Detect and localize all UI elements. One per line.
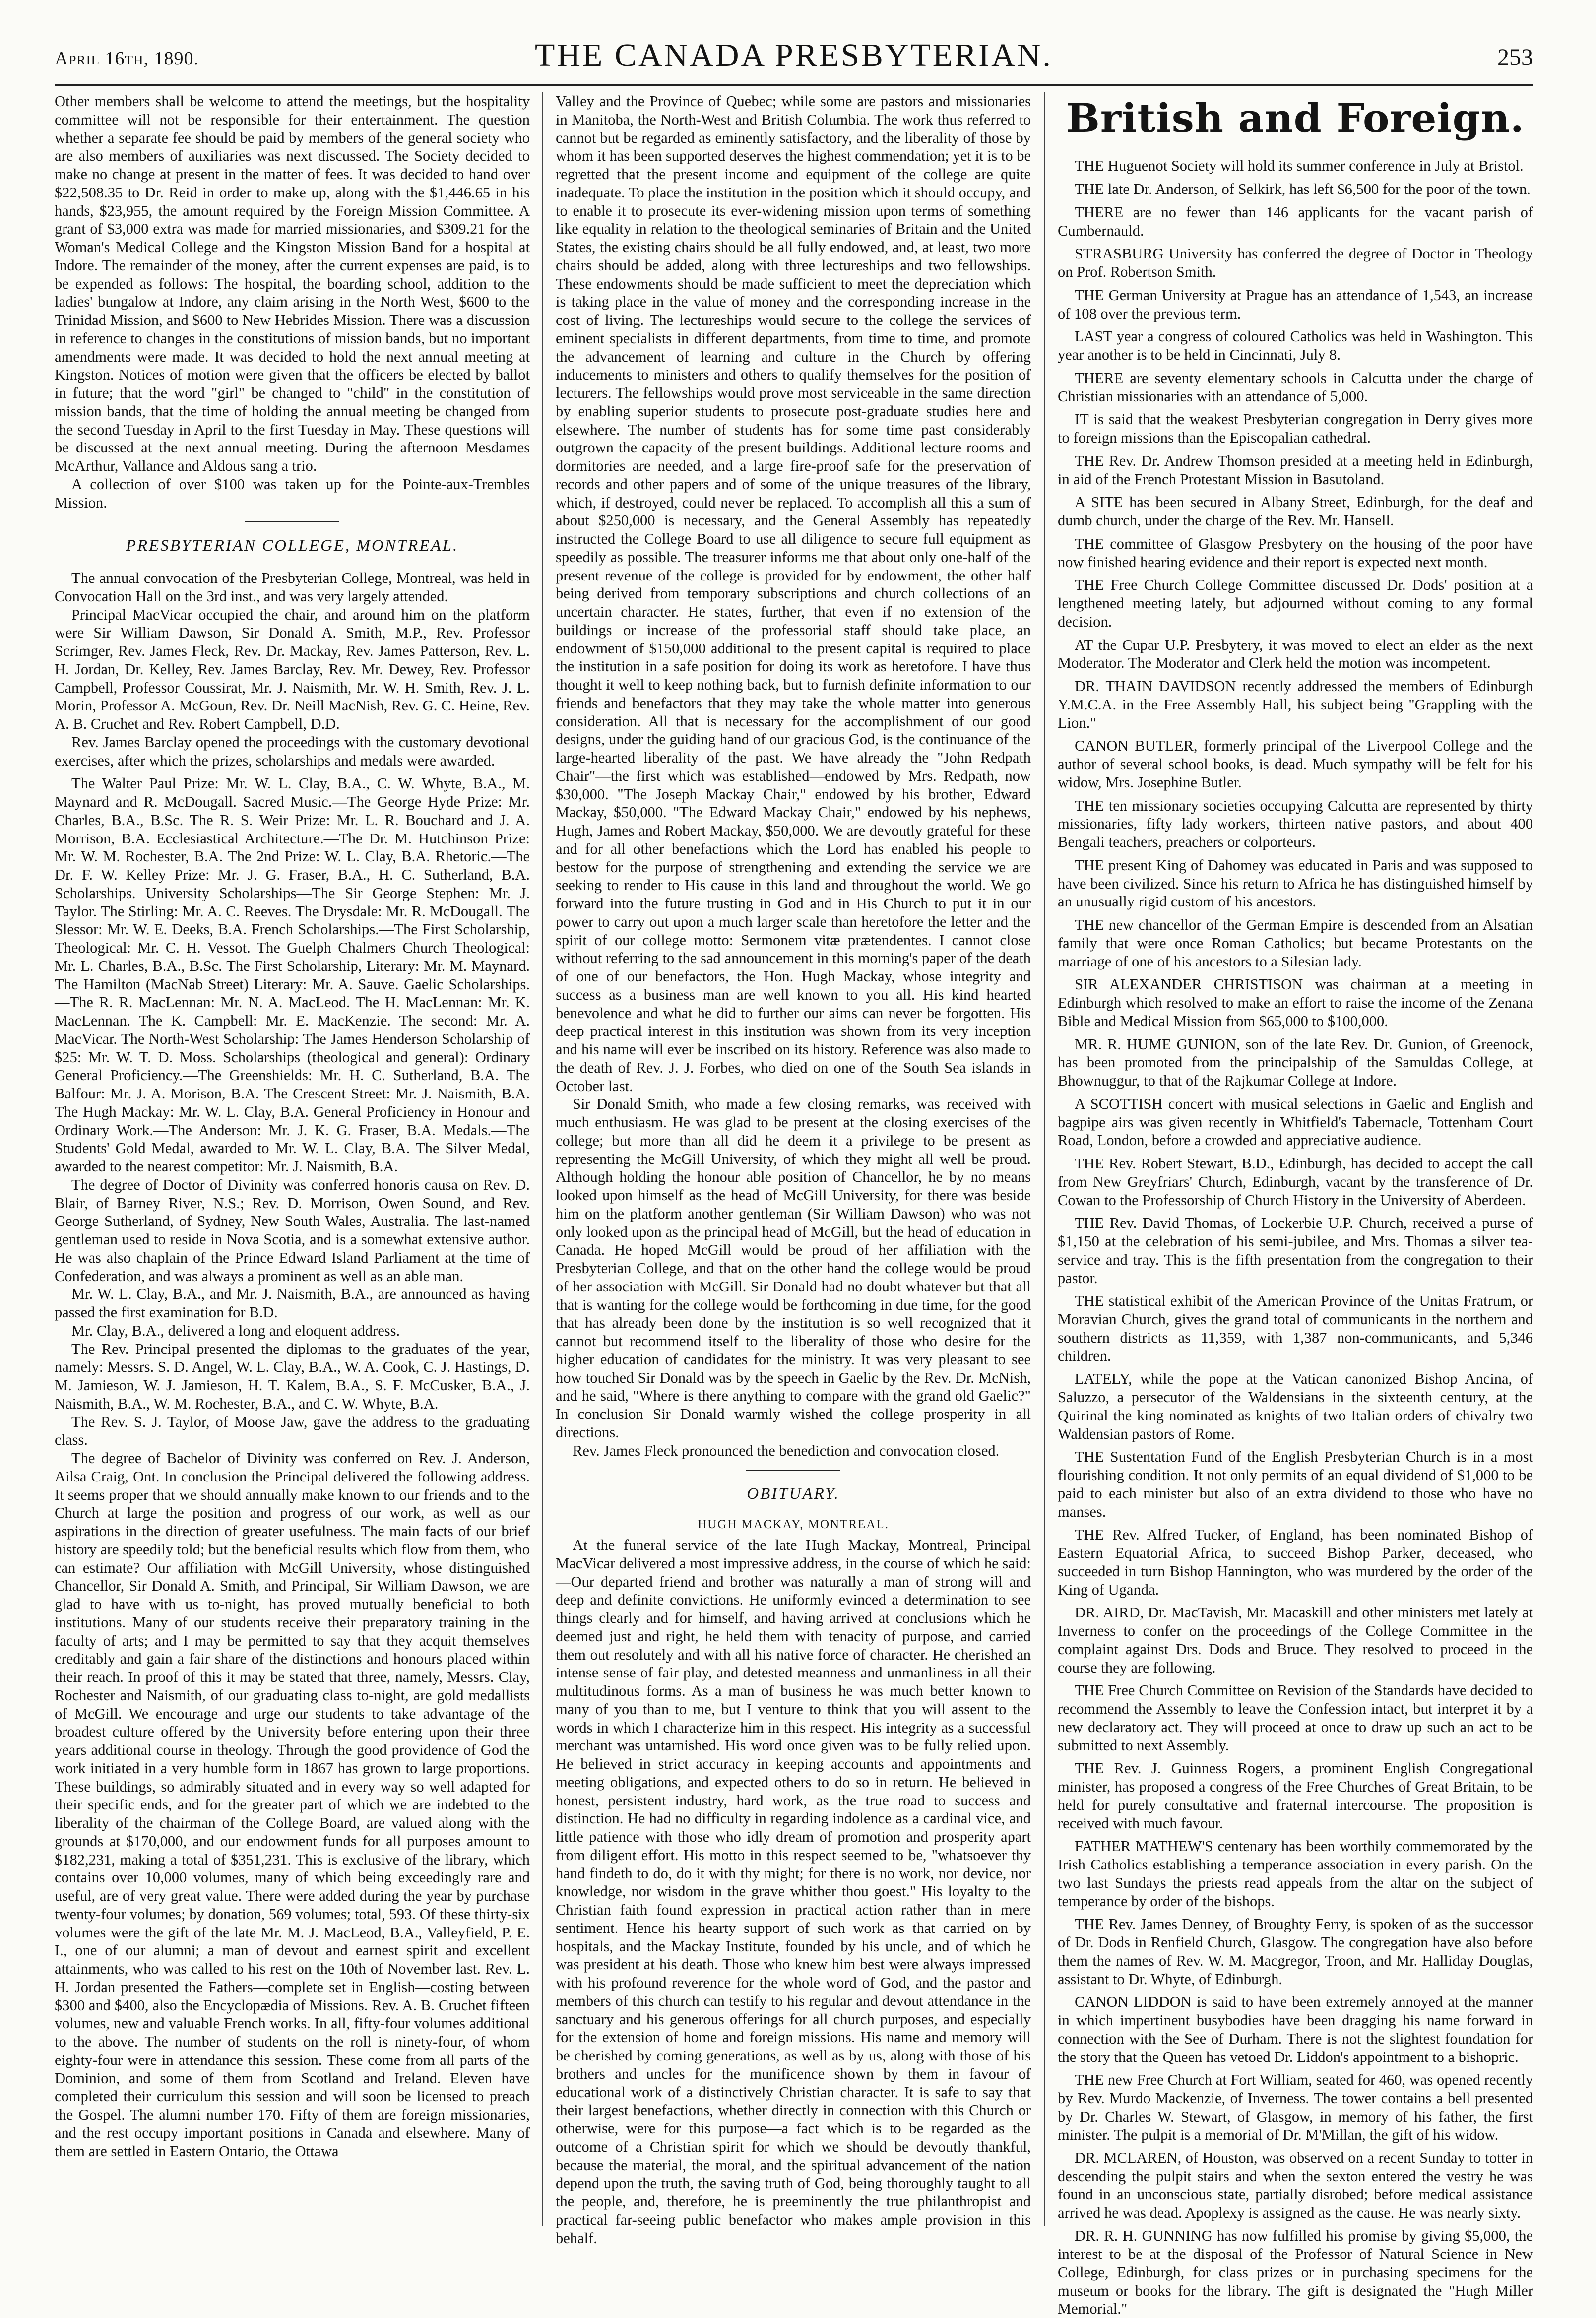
- news-item: SIR ALEXANDER CHRISTISON was chairman at a meeting in Edinburgh which resolved to make an effort to raise the income of the Zenana Bible and Medical Mission from $65,000 to $100,000.: [1058, 976, 1533, 1030]
- news-item: THE Free Church College Committee discussed Dr. Dods' position at a lengthened meeting lately, but adjourned without coming to any formal decision.: [1058, 577, 1533, 630]
- section-heading: OBITUARY.: [747, 1485, 840, 1503]
- header-rule: [55, 84, 1533, 86]
- paragraph: The Rev. S. J. Taylor, of Moose Jaw, gave the address to the graduating class.: [55, 1413, 530, 1449]
- column-divider: [1044, 92, 1045, 2226]
- issue-date: April 16th, 1890.: [55, 48, 199, 69]
- paragraph: Valley and the Province of Quebec; while some are pastors and missionaries in Manitoba, the North-West and British Columbia. The work thus referred to cannot but be regarded as eminently satisfactory, and the liberality of those by whom it has been supported deserves the highest commendation; yet it is to be regretted that the present income and equipment of the college are quite inadequate. To place the institution in the position which it should occupy, and to enable it to prosecute its ever-widening mission upon terms of something like equality in relation to the theological seminaries of Britain and the United States, the existing chairs should be all fully endowed, and, at least, two more chairs should be added, along with three lectureships and two fellowships. These endowments should be made sufficient to meet the depreciation which is taking place in the value of money and the corresponding increase in the cost of living. The lectureships would secure to the college the services of eminent specialists in different departments, from time to time, and promote the advancement of learning and culture in the Church by offering inducements to ministers and others to qualify themselves for the position of lecturers. The fellowships would prove most serviceable in the same direction by enabling superior students to prosecute post-graduate studies here and elsewhere. The number of students has for some time past considerably outgrown the capacity of the present buildings. Additional lecture rooms and dormitories are needed, and a large fire-proof safe for the preservation of records and other papers and of some of the unique treasures of the library, which, if destroyed, could never be replaced. To accomplish all this a sum of about $250,000 is necessary, and the General Assembly has repeatedly instructed the College Board to use all diligence to secure full equipment as speedily as possible. The treasurer informs me that about only one-half of the present revenue of the college is provided for by endowment, the other half being derived from temporary subscriptions and church collections of an uncertain character. He states, further, that even if no extension of the buildings or increase of the professorial staff should take place, an endowment of $150,000 additional to the present capital is required to place the institution in a safe position for doing its work as heretofore. I have thus thought it well to keep nothing back, but to furnish definite information to our friends and benefactors that they may take the whole matter into generous consideration. All that is necessary for the accomplishment of our good designs, under the guiding hand of our gracious God, is the continuance of the large-hearted liberality of the past. We have already the "John Redpath Chair"—the first which was established—endowed by Mrs. Redpath, now $30,000. "The Joseph Mackay Chair," endowed by his brother, Edward Mackay, $50,000. "The Edward Mackay Chair," endowed by his nephews, Hugh, James and Robert Mackay, $50,000. We are devoutly grateful for these and for all other benefactions which the Lord has enabled his people to bestow for the purpose of strengthening and extending the service we are seeking to render to His cause in this land and throughout the world. We go forward into the future trusting in God and in His Church to put it in our power to carry out upon a much larger scale than heretofore the letter and the spirit of our college motto: Sermonem vitæ prætendentes. I cannot close without referring to the sad announcement in this morning's paper of the death of one of our benefactors, the Hon. Hugh Mackay, whose integrity and success as a business man are well known to you all. His kind hearted benevolence and what he did to further our aims can never be forgotten. His deep practical interest in this institution was shown from its very inception and his name will ever be inscribed on its history. Reference was also made to the death of Rev. J. J. Forbes, who died on one of the South Sea islands in October last.: [556, 93, 1031, 1095]
- paragraph: Other members shall be welcome to attend the meetings, but the hospitality committee will not be responsible for their entertainment. The question whether a separate fee should be paid by members of the general society who are also members of auxiliaries was next discussed. The Society decided to make no change at present in the matter of fees. It was decided to hand over $22,508.35 to Dr. Reid in order to make up, along with the $1,446.65 in his hands, $23,955, the amount required by the Foreign Mission Committee. A grant of $3,000 extra was made for married missionaries, and $309.21 for the Woman's Medical College and the Kingston Mission Band for a hospital at Indore. The remainder of the money, after the current expenses are paid, is to be expended as follows: The hospital, the boarding school, addition to the ladies' bungalow at Indore, any claim arising in the North West, $600 to the Trinidad Mission, and $600 to New Hebrides Mission. There was a discussion in reference to changes in the constitutions of mission bands, but no important amendments were made. It was decided to hold the next annual meeting at Kingston. Notices of motion were given that the officers be elected by ballot in future; that the word "girl" be changed to "child" in the constitution of mission bands, that the time of holding the annual meeting be changed from the second Tuesday in April to the first Tuesday in May. These questions will be discussed at the next annual meeting. During the afternoon Mesdames McArthur, Vallance and Aldous sang a trio.: [55, 93, 530, 474]
- page-number: 253: [1497, 44, 1533, 70]
- news-item: THE Huguenot Society will hold its summer conference in July at Bristol.: [1075, 157, 1524, 175]
- section-heading: PRESBYTERIAN COLLEGE, MONTREAL.: [126, 537, 459, 555]
- column-divider: [542, 92, 543, 2226]
- news-item: THE Rev. J. Guinness Rogers, a prominent English Congregational minister, has proposed a congress of the Free Churches of Great Britain, to be held for purely consultative and fraternal intercourse. The proposition is received with much favour.: [1058, 1760, 1533, 1832]
- section-title-british-foreign: British and Foreign.: [1066, 95, 1525, 141]
- news-item: THE new chancellor of the German Empire is descended from an Alsatian family that were once Roman Catholics; but became Protestants on the marriage of one of his ancestors to a Silesian lady.: [1058, 916, 1533, 970]
- news-item: LAST year a congress of coloured Catholics was held in Washington. This year another is to be held in Cincinnati, July 8.: [1058, 328, 1533, 364]
- news-item: LATELY, while the pope at the Vatican canonized Bishop Ancina, of Saluzzo, a persecutor of the Waldensians in the sixteenth century, at the Quirinal the king nominated as knights of two Italian orders of chivalry two Waldensian pastors of Rome.: [1058, 1370, 1533, 1442]
- news-item: THE Rev. David Thomas, of Lockerbie U.P. Church, received a purse of $1,150 at the celebration of his semi-jubilee, and Mrs. Thomas a silver tea-service and tray. This is the fifth presentation from the congregation to their pastor.: [1058, 1215, 1533, 1287]
- news-item: THE Rev. Alfred Tucker, of England, has been nominated Bishop of Eastern Equatorial Africa, to succeed Bishop Parker, deceased, who succeeded in turn Bishop Hannington, who was murdered by the order of the King of Uganda.: [1058, 1526, 1533, 1598]
- news-item: AT the Cupar U.P. Presbytery, it was moved to elect an elder as the next Moderator. The Moderator and Clerk held the motion was incompetent.: [1058, 636, 1533, 672]
- paragraph: The annual convocation of the Presbyterian College, Montreal, was held in Convocation Hall on the 3rd inst., and was very largely attended.: [55, 570, 530, 605]
- paragraph: Sir Donald Smith, who made a few closing remarks, was received with much enthusiasm. He was glad to be present at the closing exercises of the college; but more than all did he deem it a privilege to be present as representing the McGill University, of which they might all well be proud. Although holding the honour able position of Chancellor, he by no means looked upon himself as the head of McGill University, for there was beside him on the platform another gentleman (Sir William Dawson) who was not only looked upon as the principal head of McGill, but the head of education in Canada. He hoped McGill would be proud of her affiliation with the Presbyterian College, and that on the other hand the college would be proud of her association with McGill. Sir Donald had no doubt whatever but that all that is wanting for the college would be forthcoming in due time, for the good that has already been done by the institution is so well recognized that it cannot but recommend itself to the liberality of those who desire for the higher education of candidates for the ministry. It was very pleasant to see how touched Sir Donald was by the speech in Gaelic by the Rev. Dr. McNish, and he said, "Where is there anything to compare with the grand old Gaelic?" In conclusion Sir Donald warmly wished the college prosperity in all directions.: [556, 1095, 1031, 1441]
- paragraph: Mr. Clay, B.A., delivered a long and eloquent address.: [71, 1322, 400, 1339]
- news-item: THE statistical exhibit of the American Province of the Unitas Fratrum, or Moravian Church, gives the grand total of communicants in the northern and southern districts as 11,359, with 1,387 non-communicants, and 5,346 children.: [1058, 1292, 1533, 1364]
- column-1: [55, 92, 530, 2226]
- news-item: THE ten missionary societies occupying Calcutta are represented by thirty missionaries, fifty lady workers, thirteen native pastors, and about 400 Bengali teachers, preachers or colporteurs.: [1058, 797, 1533, 851]
- paragraph: The Walter Paul Prize: Mr. W. L. Clay, B.A., C. W. Whyte, B.A., M. Maynard and R. McDougall. Sacred Music.—The George Hyde Prize: Mr. Charles, B.A., B.Sc. The R. S. Weir Prize: Mr. L. R. Bouchard and J. A. Morrison, B.A. Ecclesiastical Architecture.—The Dr. M. Hutchinson Prize: Mr. W. M. Rochester, B.A. The 2nd Prize: W. L. Clay, B.A. Rhetoric.—The Dr. F. W. Kelley Prize: Mr. J. G. Fraser, B.A., H. C. Sutherland, B.A. Scholarships. University Scholarships—The Sir George Stephen: Mr. J. Taylor. The Stirling: Mr. A. C. Reeves. The Drysdale: Mr. R. McDougall. The Slessor: Mr. W. E. Deeks, B.A. French Scholarships.—The First Scholarship, Theological: Mr. C. H. Vessot. The Guelph Chalmers Church Theological: Mr. L. Charles, B.A., B.Sc. The First Scholarship, Literary: Mr. M. Maynard. The Hamilton (MacNab Street) Literary: Mr. A. Sauve. Gaelic Scholarships.—The R. R. MacLennan: Mr. N. A. MacLeod. The H. MacLennan: Mr. K. MacLennan. The K. Campbell: Mr. E. MacKenzie. The second: Mr. A. MacVicar. The North-West Scholarship: The James Henderson Scholarship of $25: Mr. W. T. D. Moss. Scholarships (theological and general): Ordinary General Proficiency.—The Greenshields: Mr. H. C. Sutherland, B.A. The Balfour: Mr. J. A. Morison, B.A. The Crescent Street: Mr. J. Naismith, B.A. The Hugh Mackay: Mr. W. L. Clay, B.A. General Proficiency in Honour and Ordinary Work.—The Anderson: Mr. J. K. G. Fraser, B.A. Medals.—The Students' Gold Medal, awarded to Mr. W. L. Clay, B.A. The Silver Medal, awarded to the nearest competitor: Mr. J. Naismith, B.A.: [55, 775, 530, 1175]
- news-item: THE Rev. Dr. Andrew Thomson presided at a meeting held in Edinburgh, in aid of the French Protestant Mission in Basutoland.: [1058, 452, 1533, 488]
- section-divider: [746, 1470, 840, 1471]
- news-item: STRASBURG University has conferred the degree of Doctor in Theology on Prof. Robertson Smith.: [1058, 245, 1533, 281]
- paragraph: Rev. James Fleck pronounced the benediction and convocation closed.: [573, 1442, 1000, 1459]
- news-item: DR. THAIN DAVIDSON recently addressed the members of Edinburgh Y.M.C.A. in the Free Assembly Hall, his subject being "Grappling with the Lion.": [1058, 678, 1533, 731]
- news-item: THE late Dr. Anderson, of Selkirk, has left $6,500 for the poor of the town.: [1075, 181, 1531, 198]
- paragraph: Mr. W. L. Clay, B.A., and Mr. J. Naismith, B.A., are announced as having passed the first examination for B.D.: [55, 1286, 530, 1321]
- paragraph: The Rev. Principal presented the diplomas to the graduates of the year, namely: Messrs. S. D. Angel, W. L. Clay, B.A., W. A. Cook, C. J. Hastings, D. M. Jamieson, W. J. Jamieson, H. T. Kalem, B.A., S. F. McCusker, B.A., J. Naismith, B.A., W. M. Rochester, B.A., and C. W. Whyte, B.A.: [55, 1340, 530, 1412]
- column-2: [556, 92, 1031, 2247]
- news-item: CANON BUTLER, formerly principal of the Liverpool College and the author of several school books, is dead. Much sympathy will be felt for his widow, Mrs. Josephine Butler.: [1058, 737, 1533, 791]
- news-item: DR. AIRD, Dr. MacTavish, Mr. Macaskill and other ministers met lately at Inverness to confer on the proceedings of the College Committee in the complaint against Drs. Dods and Bruce. They resolved to proceed in the course they are following.: [1058, 1604, 1533, 1676]
- masthead-title: THE CANADA PRESBYTERIAN.: [535, 37, 1053, 73]
- news-item: THE new Free Church at Fort William, seated for 460, was opened recently by Rev. Murdo Mackenzie, of Inverness. The tower contains a bell presented by Dr. Charles W. Stewart, of Glasgow, in memory of his father, the first minister. The pulpit is a memorial of Dr. M'Millan, the gift of his widow.: [1058, 2071, 1533, 2143]
- news-item: CANON LIDDON is said to have been extremely annoyed at the manner in which impertinent busybodies have been dragging his name forward in connection with the See of Durham. There is not the slightest foundation for the story that the Queen has vetoed Dr. Liddon's appointment to a bishopric.: [1058, 1994, 1533, 2065]
- paragraph: Rev. James Barclay opened the proceedings with the customary devotional exercises, after which the prizes, scholarships and medals were awarded.: [55, 733, 530, 769]
- news-item: THERE are seventy elementary schools in Calcutta under the charge of Christian missionaries with an attendance of 5,000.: [1058, 369, 1533, 405]
- obituary-subheading: HUGH MACKAY, MONTREAL.: [698, 1518, 889, 1531]
- news-item: THE Free Church Committee on Revision of the Standards have decided to recommend the Assembly to leave the Confession intact, but interpret it by a new declaratory act. They will proceed at once to draw up such an act to be submitted to next Assembly.: [1058, 1682, 1533, 1754]
- paragraph: A collection of over $100 was taken up for the Pointe-aux-Trembles Mission.: [55, 475, 530, 511]
- news-item: A SITE has been secured in Albany Street, Edinburgh, for the deaf and dumb church, under the charge of the Rev. Mr. Hansell.: [1058, 494, 1533, 529]
- news-items: [1058, 157, 1533, 2318]
- section-divider: [245, 521, 339, 522]
- column-3: [1058, 92, 1533, 2318]
- news-item: IT is said that the weakest Presbyterian congregation in Derry gives more to foreign missions than the Episcopalian cathedral.: [1058, 411, 1533, 447]
- news-item: DR. R. H. GUNNING has now fulfilled his promise by giving $5,000, the interest to be at the disposal of the Professor of Natural Science in New College, Edinburgh, for class prizes or in purchasing specimens for the museum or books for the library. The gift is designated the "Hugh Miller Memorial.": [1058, 2227, 1533, 2318]
- paragraph: Principal MacVicar occupied the chair, and around him on the platform were Sir William Dawson, Sir Donald A. Smith, M.P., Rev. Professor Scrimger, Rev. James Fleck, Rev. Dr. Mackay, Rev. James Patterson, Rev. L. H. Jordan, Dr. Kelley, Rev. James Barclay, Rev. Mr. Dewey, Rev. Professor Campbell, Professor Coussirat, Mr. J. Naismith, Mr. W. H. Smith, Rev. J. L. Morin, Professor A. McGoun, Rev. Dr. Neill MacNish, Rev. G. C. Heine, Rev. A. B. Cruchet and Rev. Robert Campbell, D.D.: [55, 606, 530, 732]
- paragraph: The degree of Bachelor of Divinity was conferred on Rev. J. Anderson, Ailsa Craig, Ont. In conclusion the Principal delivered the following address. It seems proper that we should annually make known to our friends and to the Church at large the position and progress of our work, as well as our aspirations in the direction of greater usefulness. The main facts of our brief history are speedily told; but the beneficial results which flow from them, who can estimate? Our affiliation with McGill University, whose distinguished Chancellor, Sir Donald A. Smith, and Principal, Sir William Dawson, we are glad to have with us to-night, has proved mutually beneficial to both institutions. Many of our students receive their preparatory training in the faculty of arts; and I may be permitted to say that they acquit themselves creditably and gain a fair share of the distinctions and honours placed within their reach. In proof of this it may be stated that three, namely, Messrs. Clay, Rochester and Naismith, of our graduating class to-night, are gold medallists of McGill. We encourage and urge our students to take advantage of the broadest culture offered by the University before entering upon their three years additional course in theology. Through the good providence of God the work initiated in a very humble form in 1867 has grown to large proportions. These buildings, so admirably situated and in every way so well adapted for their specific ends, and for the greater part of which we are indebted to the liberality of the chairman of the College Board, are valued along with the grounds at $170,000, and our endowment funds for all purposes amount to $182,231, making a total of $351,231. This is exclusive of the library, which contains over 10,000 volumes, many of which being exceedingly rare and useful, are of very great value. There were added during the year by purchase twenty-four volumes; by donation, 569 volumes; total, 593. Of these thirty-six volumes were the gift of the late Mr. M. J. MacLeod, B.A., Valleyfield, P. E. I., one of our alumni; a man of devout and earnest spirit and excellent attainments, who was called to his rest on the 10th of November last. Rev. L. H. Jordan presented the Fathers—complete set in English—costing between $300 and $400, also the Encyclopædia of Missions. Rev. A. B. Cruchet fifteen volumes, new and valuable French works. In all, fifty-four volumes additional to the above. The number of students on the roll is ninety-four, of whom eighty-four were in attendance this session. These come from all parts of the Dominion, and some of them from Scotland and Ireland. Eleven have completed their curriculum this session and will soon be licensed to preach the Gospel. The alumni number 170. Fifty of them are foreign missionaries, and the rest occupy important positions in Canada and elsewhere. Many of them are settled in Eastern Ontario, the Ottawa: [55, 1450, 530, 2160]
- news-item: THE committee of Glasgow Presbytery on the housing of the poor have now finished hearing evidence and their report is expected next month.: [1058, 535, 1533, 571]
- news-item: THE present King of Dahomey was educated in Paris and was supposed to have been civilized. Since his return to Africa he has distinguished himself by an unusually rigid custom of his ancestors.: [1058, 856, 1533, 910]
- news-item: DR. MCLAREN, of Houston, was observed on a recent Sunday to totter in descending the pulpit stairs and when the sexton entered the vestry he was found in an unconscious state, partially disrobed; before medical assistance arrived he was dead. Apoplexy is assigned as the cause. He was nearly sixty.: [1058, 2149, 1533, 2221]
- paragraph: The degree of Doctor of Divinity was conferred honoris causa on Rev. D. Blair, of Barney River, N.S.; Rev. D. Morrison, Owen Sound, and Rev. George Sutherland, of Sydney, New South Wales, Australia. The last-named gentleman used to reside in Nova Scotia, and is a somewhat extensive author. He was also chaplain of the Prince Edward Island Parliament at the time of Confederation, and was always a prominent as well as an able man.: [55, 1176, 530, 1285]
- paragraph: At the funeral service of the late Hugh Mackay, Montreal, Principal MacVicar delivered a most impressive address, in the course of which he said:—Our departed friend and brother was naturally a man of strong will and deep and definite convictions. He uniformly evinced a determination to see things clearly and for himself, and having arrived at conclusions which he deemed just and right, he held them with tenacity of purpose, and carried them out resolutely and with all his native force of character. He cherished an intense sense of fair play, and detested meanness and unmanliness in all their multitudinous forms. As a man of business he was much better known to many of you than to me, but I venture to think that you will assent to the words in which I characterize him in this respect. His integrity as a successful merchant was untarnished. His word once given was to be fully relied upon. He believed in strict accuracy in keeping accounts and appointments and meeting obligations, and expected others to do so in return. He believed in honest, persistent industry, hard work, as the true road to success and distinction. He had no difficulty in regarding indolence as a cardinal vice, and little patience with those who idly dream of promotion and prosperity apart from diligent effort. His motto in this respect seemed to be, "whatsoever thy hand findeth to do, do it with thy might; for there is no work, nor device, nor knowledge, nor wisdom in the grave whither thou goest." His loyalty to the Christian faith found expression in practical action rather than in mere sentiment. Hence his hearty support of such work as that carried on by hospitals, and the Mackay Institute, founded by his uncle, and of which he was president at his death. Those who knew him best were always impressed with his profound reverence for the whole word of God, and the pastor and members of this church can testify to his regular and devout attendance in the sanctuary and his generous offerings for all church purposes, and especially for the extension of home and foreign missions. His name and memory will be cherished by coming generations, as well as by us, along with those of his brothers and uncles for the munificence shown by them in favour of educational work of a distinctively Christian character. It is safe to say that their largest benefactions, whether directly in connection with this Church or otherwise, were for this purpose—a fact which is to be regarded as the outcome of a Christian spirit for which we should be devoutly thankful, because the material, the moral, and the spiritual advancement of the nation depend upon the truth, the saving truth of God, being thoroughly taught to all the people, and, therefore, he is preeminently the true philanthropist and practical far-seeing public benefactor who makes ample provision in this behalf.: [556, 1537, 1031, 2247]
- news-item: THE German University at Prague has an attendance of 1,543, an increase of 108 over the previous term.: [1058, 286, 1533, 322]
- news-item: MR. R. HUME GUNION, son of the late Rev. Dr. Gunion, of Greenock, has been promoted from the principalship of the Samuldas College, at Bhownuggur, to that of the Rajkumar College at Indore.: [1058, 1035, 1533, 1090]
- news-item: A SCOTTISH concert with musical selections in Gaelic and English and bagpipe airs was given recently in Whitfield's Tabernacle, Tottenham Court Road, London, before a crowded and appreciative audience.: [1058, 1095, 1533, 1149]
- running-head: [55, 34, 1533, 78]
- news-item: THE Rev. Robert Stewart, B.D., Edinburgh, has decided to accept the call from New Greyfriars' Church, Edinburgh, vacant by the transference of Dr. Cowan to the Professorship of Church History in the University of Aberdeen.: [1058, 1155, 1533, 1209]
- news-item: THERE are no fewer than 146 applicants for the vacant parish of Cumbernauld.: [1058, 203, 1533, 239]
- news-item: THE Rev. James Denney, of Broughty Ferry, is spoken of as the successor of Dr. Dods in Renfield Church, Glasgow. The congregation have also before them the names of Rev. W. M. Macgregor, Troon, and Mr. Halliday Douglas, assistant to Dr. Whyte, of Edinburgh.: [1058, 1916, 1533, 1988]
- news-item: THE Sustentation Fund of the English Presbyterian Church is in a most flourishing condition. It not only permits of an equal dividend of $1,000 to be paid to each minister but also of an extra dividend to those who have no manses.: [1058, 1448, 1533, 1520]
- news-item: FATHER MATHEW'S centenary has been worthily commemorated by the Irish Catholics establishing a temperance association in every parish. On the two last Sundays the priests read appeals from the altar on the subject of temperance by order of the bishops.: [1058, 1838, 1533, 1910]
